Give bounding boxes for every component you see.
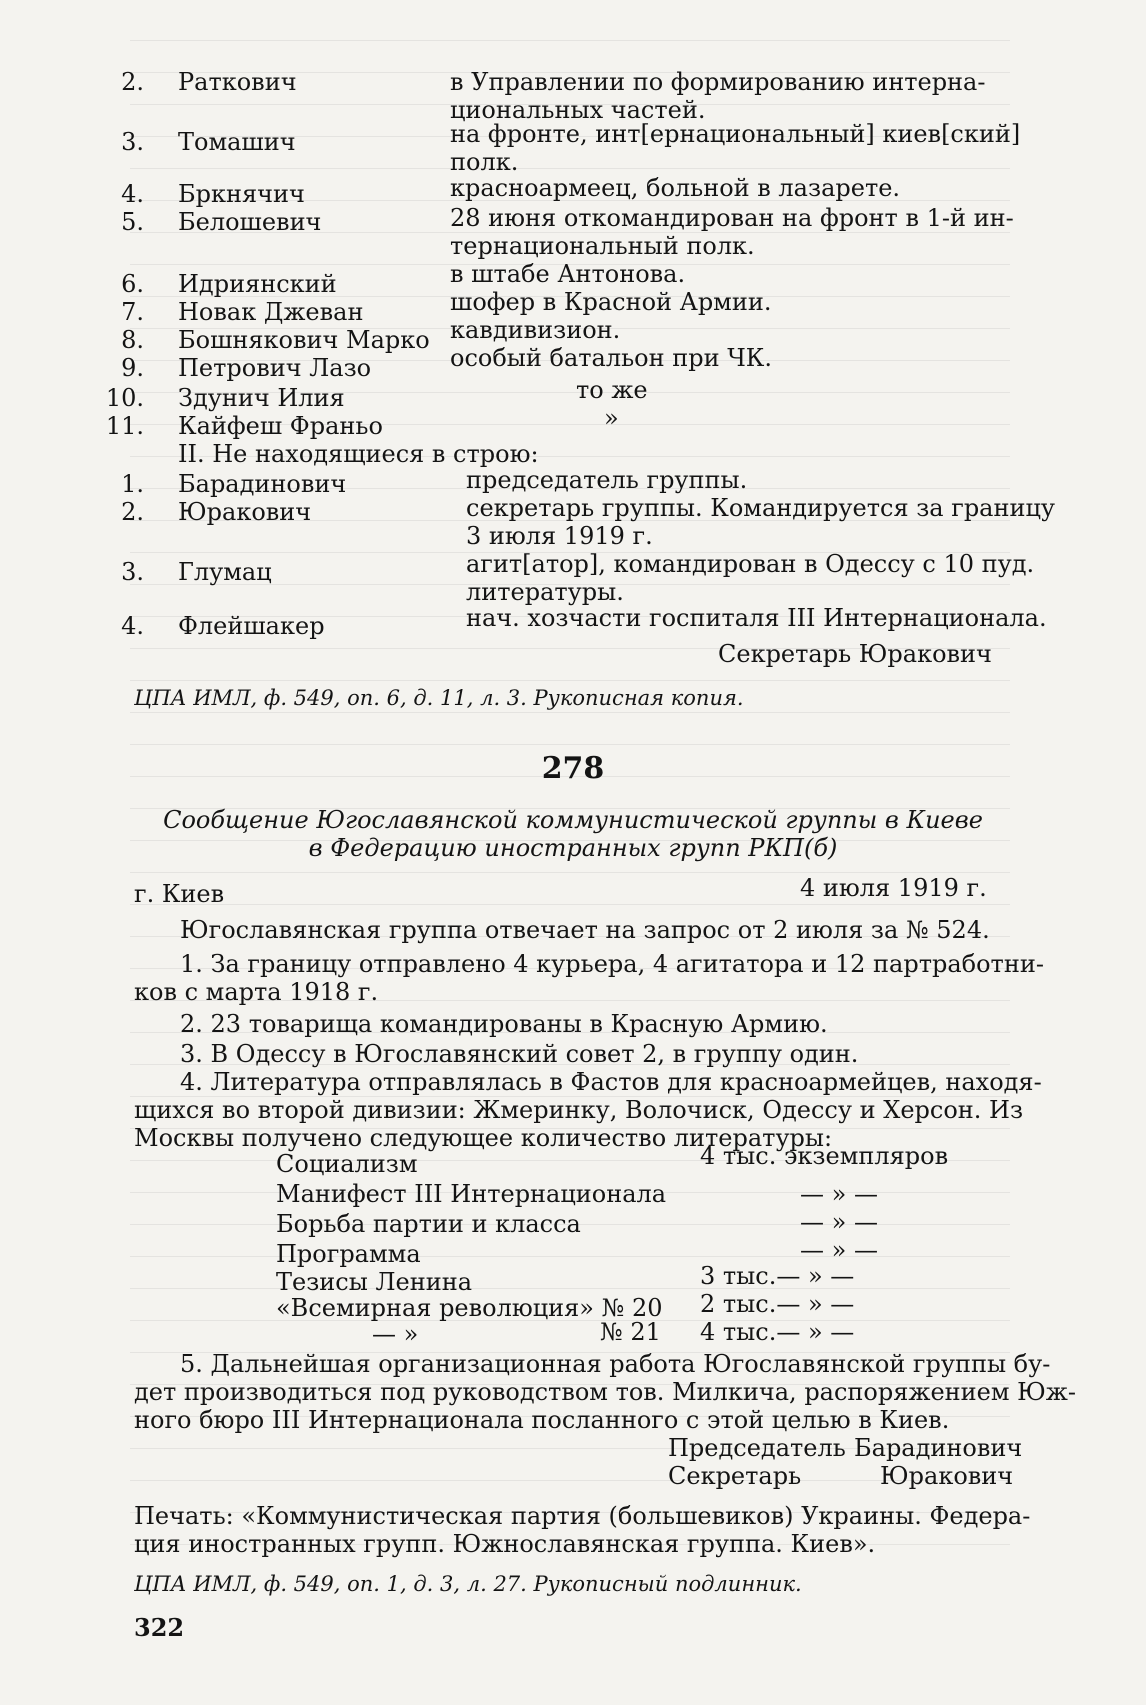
list-item-desc: секретарь группы. Командируется за границу xyxy=(466,494,1056,522)
list-item-name: Бошнякович Марко xyxy=(178,326,430,354)
list-item-number: 4. xyxy=(121,612,144,640)
list-item-desc: » xyxy=(604,404,619,432)
list-item-desc-cont: циональных частей. xyxy=(450,96,706,124)
signature-chair-label: Председатель xyxy=(668,1434,846,1462)
literature-quantity: — » — xyxy=(800,1180,878,1208)
list-item-number: 5. xyxy=(121,208,144,236)
document-place: г. Киев xyxy=(134,880,225,908)
literature-title: Манифест III Интернационала xyxy=(276,1180,667,1208)
list-item-desc-cont: литературы. xyxy=(466,578,624,606)
list-item-name: Здунич Илия xyxy=(178,384,345,412)
list-item-desc: агит[атор], командирован в Одессу с 10 пуд. xyxy=(466,550,1035,578)
literature-title: Тезисы Ленина xyxy=(276,1268,472,1296)
signature-secretary-name: Юракович xyxy=(880,1462,1014,1490)
document-title-line-2: в Федерацию иностранных групп РКП(б) xyxy=(308,834,838,862)
section-header: II. Не находящиеся в строю: xyxy=(178,440,539,468)
literature-quantity: — » — xyxy=(800,1208,878,1236)
literature-title: «Всемирная революция» № 20 xyxy=(276,1294,663,1322)
list-item-name: Бркнячич xyxy=(178,180,305,208)
list-item-number: 10. xyxy=(105,384,144,412)
list-item-number: 3. xyxy=(121,128,144,156)
literature-issue: № 21 xyxy=(600,1318,661,1346)
signature-secretary-label: Секретарь xyxy=(668,1462,802,1490)
literature-quantity: 4 тыс. экземпляров xyxy=(700,1142,949,1170)
list-item-number: 8. xyxy=(121,326,144,354)
list-item-number: 9. xyxy=(121,354,144,382)
list-item-desc: в штабе Антонова. xyxy=(450,260,686,288)
body-paragraph-4-cont: щихся во второй дивизии: Жмеринку, Волочиск, Одессу и Херсон. Из xyxy=(134,1096,1024,1124)
archive-source-1: ЦПА ИМЛ, ф. 549, оп. 6, д. 11, л. 3. Рукописная копия. xyxy=(134,686,744,710)
body-paragraph-3: 3. В Одессу в Югославянский совет 2, в группу один. xyxy=(180,1040,859,1068)
literature-quantity: 4 тыс.— » — xyxy=(700,1318,855,1346)
list-item-desc: нач. хозчасти госпиталя III Интернационала. xyxy=(466,604,1047,632)
literature-title: Борьба партии и класса xyxy=(276,1210,581,1238)
list-item-desc-cont: 3 июля 1919 г. xyxy=(466,522,653,550)
list-item-desc: красноармеец, больной в лазарете. xyxy=(450,174,901,202)
signature-secretary-1: Секретарь Юракович xyxy=(718,640,992,668)
list-item-desc: председатель группы. xyxy=(466,466,748,494)
body-paragraph-1: 1. За границу отправлено 4 курьера, 4 агитатора и 12 партработни- xyxy=(180,950,1044,978)
body-paragraph-4-cont: Москвы получено следующее количество литературы: xyxy=(134,1124,833,1152)
body-paragraph-1-cont: ков с марта 1918 г. xyxy=(134,978,379,1006)
list-item-name: Раткович xyxy=(178,68,297,96)
literature-title: — » xyxy=(372,1320,419,1348)
list-item-name: Кайфеш Франьо xyxy=(178,412,383,440)
literature-quantity: 3 тыс.— » — xyxy=(700,1262,855,1290)
list-item-name: Идриянский xyxy=(178,270,337,298)
signature-chair-name: Барадинович xyxy=(854,1434,1023,1462)
list-item-desc: особый батальон при ЧК. xyxy=(450,344,772,372)
document-title-line-1: Сообщение Югославянской коммунистической группы в Киеве xyxy=(163,806,983,834)
literature-title: Социализм xyxy=(276,1150,418,1178)
list-item-desc: шофер в Красной Армии. xyxy=(450,288,772,316)
list-item-number: 7. xyxy=(121,298,144,326)
list-item-desc: 28 июня откомандирован на фронт в 1-й ин- xyxy=(450,204,1014,232)
list-item-desc: то же xyxy=(576,376,648,404)
list-item-desc-cont: тернациональный полк. xyxy=(450,232,755,260)
list-item-name: Глумац xyxy=(178,558,272,586)
archive-source-2: ЦПА ИМЛ, ф. 549, оп. 1, д. 3, л. 27. Рукописный подлинник. xyxy=(134,1572,802,1596)
list-item-desc: в Управлении по формированию интерна- xyxy=(450,68,986,96)
page-number: 322 xyxy=(134,1613,185,1642)
body-paragraph-5-cont: дет производиться под руководством тов. Милкича, распоряжением Юж- xyxy=(134,1378,1076,1406)
seal-description: Печать: «Коммунистическая партия (большевиков) Украины. Федера- xyxy=(134,1502,1031,1530)
body-paragraph-4: 4. Литература отправлялась в Фастов для красноармейцев, находя- xyxy=(180,1068,1042,1096)
list-item-name: Петрович Лазо xyxy=(178,354,372,382)
list-item-number: 2. xyxy=(121,498,144,526)
seal-description-cont: ция иностранных групп. Южнославянская группа. Киев». xyxy=(134,1530,876,1558)
body-intro: Югославянская группа отвечает на запрос от 2 июля за № 524. xyxy=(180,916,990,944)
list-item-desc: на фронте, инт[ернациональный] киев[ский] xyxy=(450,120,1021,148)
list-item-number: 1. xyxy=(121,470,144,498)
list-item-number: 11. xyxy=(105,412,144,440)
list-item-number: 2. xyxy=(121,68,144,96)
list-item-number: 6. xyxy=(121,270,144,298)
body-paragraph-5-cont: ного бюро III Интернационала посланного с этой целью в Киев. xyxy=(134,1406,950,1434)
literature-title: Программа xyxy=(276,1240,421,1268)
list-item-number: 3. xyxy=(121,558,144,586)
list-item-desc: кавдивизион. xyxy=(450,316,621,344)
list-item-name: Флейшакер xyxy=(178,612,325,640)
body-paragraph-2: 2. 23 товарища командированы в Красную Армию. xyxy=(180,1010,828,1038)
list-item-name: Юракович xyxy=(178,498,312,526)
list-item-desc-cont: полк. xyxy=(450,148,519,176)
body-paragraph-5: 5. Дальнейшая организационная работа Югославянской группы бу- xyxy=(180,1350,1051,1378)
list-item-name: Белошевич xyxy=(178,208,322,236)
list-item-name: Новак Джеван xyxy=(178,298,364,326)
literature-quantity: — » — xyxy=(800,1236,878,1264)
document-date: 4 июля 1919 г. xyxy=(800,874,987,902)
literature-quantity: 2 тыс.— » — xyxy=(700,1290,855,1318)
document-number: 278 xyxy=(541,751,605,786)
list-item-name: Барадинович xyxy=(178,470,347,498)
list-item-number: 4. xyxy=(121,180,144,208)
list-item-name: Томашич xyxy=(178,128,296,156)
